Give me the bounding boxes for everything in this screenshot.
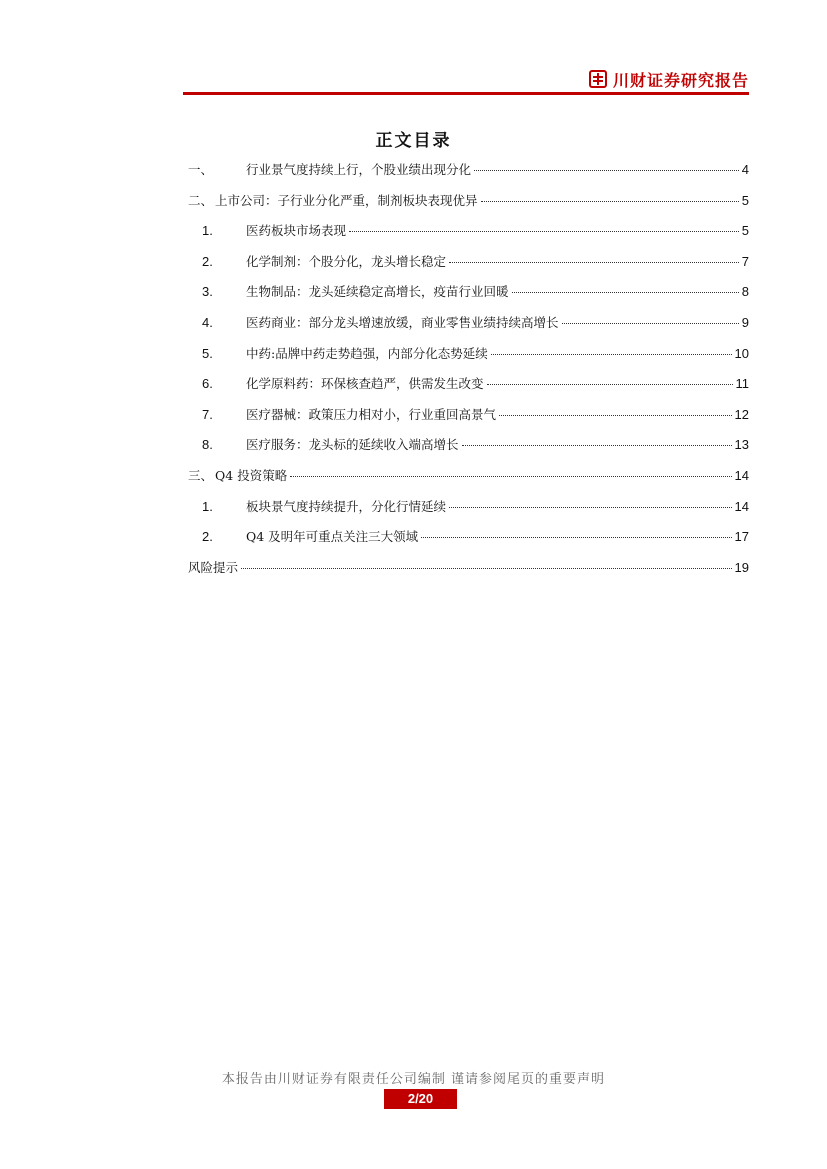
page-number-badge: 2/20 [384,1089,457,1109]
toc-entry-title: 上市公司：子行业分化严重，制剂板块表现优异 [215,192,478,208]
toc-leader-dots [474,170,739,171]
toc-entry-number: 2. [202,529,213,545]
toc-entry-title: 风险提示 [188,559,239,575]
toc-leader-dots [562,323,739,324]
toc-entry-page: 19 [734,559,749,575]
toc-leader-dots [462,445,732,446]
toc-entry-number: 2. [202,253,213,269]
toc-entry-number: 8. [202,437,213,453]
toc-entry-title: Q4 投资策略 [215,467,288,483]
toc-leader-dots [349,231,739,232]
toc-entry-number: 二、 [188,192,214,208]
toc-leader-dots [290,476,731,477]
toc-entry-2-5[interactable] [188,344,749,375]
toc-entry-title: 医药商业：部分龙头增速放缓，商业零售业绩持续高增长 [246,314,559,330]
toc-leader-dots [499,415,732,416]
toc-entry-page: 14 [734,498,749,514]
toc-entry-3-1[interactable] [188,497,749,528]
toc-leader-dots [421,537,731,538]
toc-entry-title: 医药板块市场表现 [246,223,347,239]
toc-entry-title: 化学原料药：环保核查趋严，供需发生改变 [246,376,484,392]
toc-entry-title: 化学制剂：个股分化，龙头增长稳定 [246,253,447,269]
toc-entry-number: 6. [202,376,213,392]
toc-entry-3-2[interactable] [188,527,749,558]
toc-leader-dots [487,384,733,385]
toc-entry-page: 13 [734,437,749,453]
toc-entry-page: 7 [741,253,749,269]
header-brand [589,68,749,90]
toc-entry-title: 生物制品：龙头延续稳定高增长，疫苗行业回暖 [246,284,509,300]
toc-leader-dots [491,354,732,355]
toc-entry-number: 7. [202,406,213,422]
toc-entry-section-3[interactable] [188,466,749,497]
toc-entry-number: 1. [202,498,213,514]
toc-leader-dots [481,201,739,202]
footer-disclaimer: 本报告由川财证券有限责任公司编制 谨请参阅尾页的重要声明 [221,1072,606,1087]
toc-entry-page: 5 [741,223,749,239]
toc-entry-page: 17 [734,529,749,545]
toc-entry-risk-warning[interactable] [188,558,749,589]
toc-leader-dots [449,262,739,263]
toc-entry-title: Q4 及明年可重点关注三大领域 [246,529,419,545]
toc-entry-page: 5 [741,192,749,208]
toc-entry-section-1[interactable] [188,160,749,191]
toc-entry-2-7[interactable] [188,405,749,436]
toc-entry-2-2[interactable] [188,252,749,283]
toc-entry-title: 医疗服务：龙头标的延续收入端高增长 [246,437,459,453]
toc-entry-number: 3. [202,284,213,300]
toc-leader-dots [241,568,732,569]
toc-leader-dots [449,507,732,508]
toc-entry-title: 行业景气度持续上行，个股业绩出现分化 [246,162,472,177]
toc-entry-2-3[interactable] [188,282,749,313]
toc-entry-2-8[interactable] [188,435,749,466]
toc-entry-number: 三、 [188,467,214,483]
toc-entry-title: 板块景气度持续提升，分化行情延续 [246,498,447,514]
table-of-contents [188,160,749,588]
toc-entry-title: 医疗器械：政策压力相对小，行业重回高景气 [246,406,497,422]
toc-entry-section-2[interactable] [188,191,749,222]
header-divider [183,92,749,95]
toc-entry-number: 1. [202,223,213,239]
toc-entry-page: 9 [741,314,749,330]
toc-entry-title: 中药:品牌中药走势趋强，内部分化态势延续 [246,345,488,361]
toc-title: 正文目录 [375,131,452,151]
toc-entry-number: 一、 [188,162,214,177]
toc-entry-page: 10 [734,345,749,361]
toc-entry-page: 14 [734,467,749,483]
toc-entry-page: 8 [741,284,749,300]
chuancai-logo-icon [589,70,607,88]
toc-entry-2-4[interactable] [188,313,749,344]
toc-entry-page: 11 [735,376,749,392]
toc-entry-number: 5. [202,345,213,361]
brand-name: 川财证券研究报告 [612,70,749,90]
toc-entry-2-1[interactable] [188,221,749,252]
toc-entry-2-6[interactable] [188,374,749,405]
toc-entry-number: 4. [202,314,213,330]
toc-entry-page: 4 [741,162,749,177]
toc-leader-dots [512,292,739,293]
toc-entry-page: 12 [734,406,749,422]
